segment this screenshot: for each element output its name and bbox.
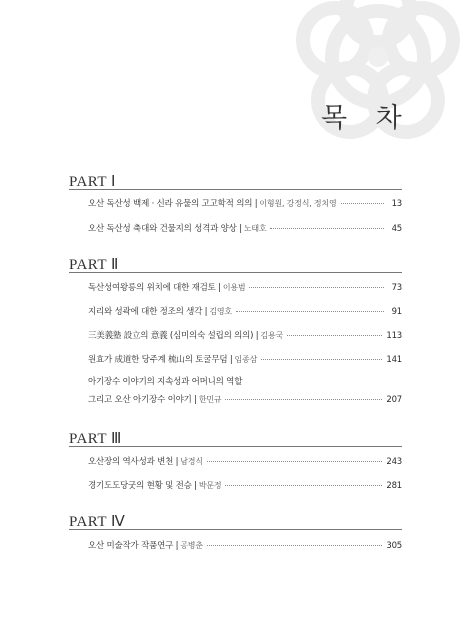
entry-title: 지리와 성곽에 대한 정조의 생각 |	[88, 307, 208, 317]
part-divider	[69, 272, 402, 273]
dot-leader	[249, 278, 384, 288]
entry-title: 오산 독산성 백제 · 신라 유물의 고고학적 의의 |	[88, 199, 258, 209]
entry-page: 281	[386, 481, 402, 491]
entry-page: 141	[386, 355, 402, 365]
entry-title: 오산 미술작가 작품연구 |	[88, 541, 179, 551]
part-heading: PART Ⅰ	[69, 174, 116, 190]
entry-title: 三美義塾 設立의 意義 (심미의숙 설립의 의의) |	[88, 331, 259, 341]
entry-authors: 남경식	[180, 457, 203, 466]
entry-title: 오산 독산성 축대와 건물지의 성격과 양상 |	[88, 224, 242, 234]
entry-page: 113	[386, 331, 402, 341]
entry-title: 독산성여왕릉의 위치에 대한 재검토 |	[88, 283, 221, 293]
entry-page: 73	[391, 283, 402, 293]
toc-entry[interactable]	[88, 196, 402, 211]
toc-entry[interactable]	[88, 454, 402, 469]
entry-title: 원효가 成道한 당주계 梳山의 토굴무덤 |	[88, 355, 233, 365]
entry-authors: 이용범	[222, 283, 246, 292]
dot-leader	[341, 194, 384, 204]
part-divider	[69, 189, 402, 190]
part-heading: PART Ⅱ	[69, 257, 119, 273]
dot-leader	[225, 390, 382, 400]
entry-title: 오산장의 역사성과 변천 |	[88, 457, 179, 467]
entry-page: 91	[391, 307, 402, 317]
dot-leader	[225, 476, 382, 486]
entry-title: 경기도도당굿의 현황 및 전승 |	[88, 481, 197, 491]
entry-title: 그리고 오산 아기장수 이야기 |	[88, 395, 197, 405]
entry-authors: 김영호	[209, 307, 232, 316]
entry-page: 243	[386, 457, 402, 467]
dot-leader	[207, 536, 383, 546]
entry-authors: 박문정	[198, 481, 222, 490]
toc-entry[interactable]	[88, 478, 402, 493]
dot-leader	[261, 350, 382, 360]
toc-entry[interactable]	[88, 221, 402, 236]
part-divider	[69, 446, 402, 447]
dot-leader	[270, 219, 384, 229]
dot-leader	[236, 302, 384, 312]
page-title: 목 차	[321, 103, 412, 134]
toc-entry[interactable]	[88, 538, 402, 553]
part-divider	[69, 529, 402, 530]
entry-authors: 이형원, 강정식, 정치영	[259, 199, 337, 208]
entry-page: 45	[391, 224, 402, 234]
entry-page: 207	[386, 395, 402, 405]
toc-entry[interactable]	[88, 280, 402, 295]
dot-leader	[287, 326, 382, 336]
entry-title-line1: 아기장수 이야기의 지속성과 어머니의 역할	[88, 377, 243, 387]
part-heading: PART Ⅲ	[69, 431, 122, 447]
entry-page: 13	[391, 199, 402, 209]
toc-entry[interactable]	[88, 328, 402, 343]
entry-page: 305	[386, 541, 402, 551]
entry-authors: 김용국	[260, 331, 284, 340]
entry-authors: 공병춘	[180, 541, 203, 550]
entry-authors: 노태호	[243, 224, 267, 233]
dot-leader	[207, 452, 383, 462]
toc-entry[interactable]	[88, 304, 402, 319]
entry-authors: 임종삼	[234, 355, 258, 364]
toc-entry[interactable]	[88, 376, 402, 407]
toc-entry[interactable]	[88, 352, 402, 367]
part-heading: PART Ⅳ	[69, 514, 126, 530]
entry-authors: 한민규	[198, 395, 222, 404]
